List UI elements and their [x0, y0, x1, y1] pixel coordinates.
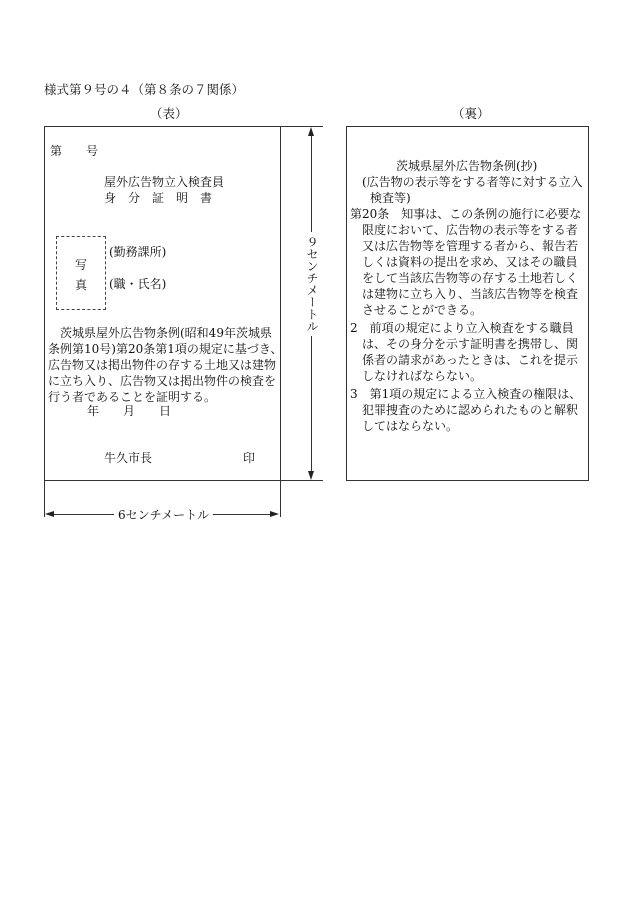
para2-line: しなければならない。	[362, 369, 483, 383]
width-extension-line-right	[280, 481, 281, 517]
issue-date-line: 年 月 日	[87, 404, 172, 418]
ordinance-subtitle-line: (広告物の表示等をする者等に対する立入	[362, 175, 583, 189]
office-label: (勤務課所)	[109, 245, 167, 259]
article20-line: させることができる。	[362, 303, 483, 317]
article20-line: 又は広告物等を管理する者から、報告若	[362, 239, 579, 253]
arrow-down-icon	[308, 471, 314, 480]
card-title-line1: 屋外広告物立入検査員	[104, 175, 225, 189]
para3-line: 3 第1項の規定による立入検査の権限は、	[350, 387, 582, 401]
photo-char-2: 真	[74, 278, 87, 292]
ordinance-subtitle-line: 検査等)	[370, 191, 411, 205]
front-body-line: 行う者であることを証明する。	[48, 390, 217, 404]
back-side-label: （裏）	[452, 106, 490, 121]
ordinance-title: 茨城県屋外広告物条例(抄)	[396, 159, 538, 173]
para2-line: 係者の請求があったときは、これを提示	[362, 353, 578, 367]
arrow-right-icon	[270, 511, 279, 517]
height-extension-line-top	[281, 126, 323, 127]
issuer-name: 牛久市長	[104, 451, 153, 465]
article20-line: は建物に立ち入り、当該広告物等を検査	[362, 287, 579, 301]
front-body-line: 広告物又は掲出物件の存する土地又は建物	[48, 358, 277, 372]
para3-line: してはならない。	[362, 419, 459, 433]
width-dimension-label: 6センチメートル	[114, 506, 213, 523]
para3-line: 犯罪捜査のために認められたものと解釈	[362, 403, 579, 417]
para2-line: 2 前項の規定により立入検査をする職員	[350, 321, 574, 335]
article20-line: しくは資料の提出を求め、又はその職員	[362, 255, 578, 269]
form-title: 様式第９号の４（第８条の７関係）	[44, 82, 245, 97]
card-title-line2: 身 分 証 明 書	[104, 191, 213, 205]
photo-placeholder	[56, 236, 106, 310]
height-dimension-label: ９センチメートル	[304, 232, 321, 336]
front-body-line: に立ち入り、広告物又は掲出物件の検査を	[48, 374, 277, 388]
article20-line: をして当該広告物等の存する土地若しく	[362, 271, 579, 285]
photo-char-1: 写	[74, 258, 87, 272]
article20-line: 限度において、広告物の表示等をする者	[362, 223, 578, 237]
front-side-label: （表）	[150, 106, 188, 121]
arrow-up-icon	[308, 127, 314, 136]
front-body-line: 茨城県屋外広告物条例(昭和49年茨城県	[48, 326, 272, 340]
arrow-left-icon	[45, 511, 54, 517]
height-extension-line-bottom	[281, 480, 323, 481]
para2-line: は、その身分を示す証明書を携帯し、関	[362, 337, 579, 351]
name-label: (職・氏名)	[109, 277, 167, 291]
seal-mark: 印	[243, 451, 256, 465]
certificate-number-label: 第 号	[50, 144, 99, 158]
front-body-line: 条例第10号)第20条第1項の規定に基づき、	[48, 342, 283, 356]
article20-line: 第20条 知事は、この条例の施行に必要な	[350, 207, 582, 221]
